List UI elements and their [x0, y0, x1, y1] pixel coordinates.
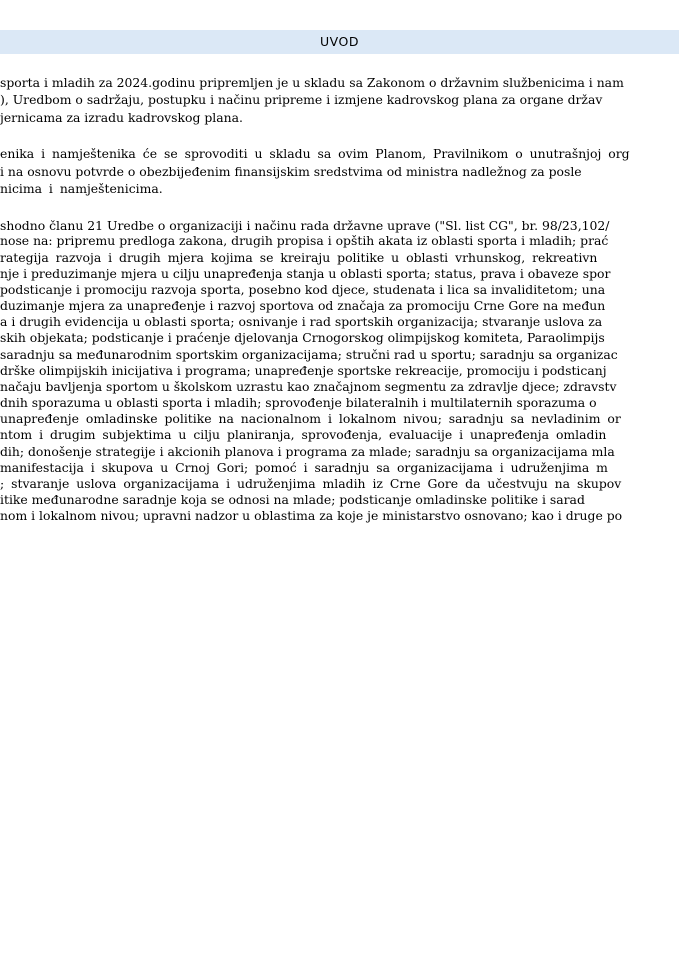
paragraph-3-line-5: podsticanje i promociju razvoja sporta, posebno kod djece, studenata i lica sa invaliditetom; una: [0, 282, 606, 297]
paragraph-3-line-3: rategija razvoja i drugih mjera kojima se kreiraju politike u oblasti vrhunskog, rekreativn: [0, 250, 598, 265]
paragraph-2-line-3: nicima i namještenicima.: [0, 181, 163, 196]
paragraph-1-line-1: sporta i mladih za 2024.godinu pripremljen je u skladu sa Zakonom o državnim službenicima i nam: [0, 75, 624, 90]
paragraph-3-line-12: dnih sporazuma u oblasti sporta i mladih; sprovođenje bilateralnih i multilaternih sporazuma o: [0, 395, 597, 410]
paragraph-3-line-7: a i drugih evidencija u oblasti sporta; osnivanje i rad sportskih organizacija; stvaranje uslova za: [0, 314, 603, 329]
paragraph-3-line-13: unapređenje omladinske politike na nacionalnom i lokalnom nivou; saradnju sa nevladinim or: [0, 411, 621, 426]
paragraph-2-line-1: enika i namještenika će se sprovoditi u skladu sa ovim Planom, Pravilnikom o unutrašnjoj org: [0, 146, 630, 161]
paragraph-3-line-1: shodno članu 21 Uredbe o organizaciji i načinu rada državne uprave ("Sl. list CG", br. 98/23,102/: [0, 218, 610, 233]
paragraph-3-line-11: načaju bavljenja sportom u školskom uzrastu kao značajnom segmentu za zdravlje djece; zdravstv: [0, 379, 617, 394]
paragraph-3-line-15: dih; donošenje strategije i akcionih planova i programa za mlade; saradnju sa organizacijama mla: [0, 444, 615, 459]
paragraph-3-line-10: drške olimpijskih inicijativa i programa; unapređenje sportske rekreacije, promociju i podsticanj: [0, 363, 607, 378]
paragraph-3-line-4: nje i preduzimanje mjera u cilju unapređenja stanja u oblasti sporta; status, prava i obaveze spor: [0, 266, 611, 281]
paragraph-1-line-3: jernicama za izradu kadrovskog plana.: [0, 110, 243, 125]
paragraph-3-line-18: itike međunarodne saradnje koja se odnosi na mlade; podsticanje omladinske politike i sarad: [0, 492, 585, 507]
paragraph-3-line-16: manifestacija i skupova u Crnoj Gori; pomoć i saradnju sa organizacijama i udruženjima m: [0, 460, 608, 475]
paragraph-3-line-6: duzimanje mjera za unapređenje i razvoj sportova od značaja za promociju Crne Gore na međun: [0, 298, 606, 313]
paragraph-2-line-2: i na osnovu potvrde o obezbijeđenim finansijskim sredstvima od ministra nadležnog za posle: [0, 164, 582, 179]
paragraph-3-line-14: ntom i drugim subjektima u cilju planiranja, sprovođenja, evaluacije i unapređenja omladin: [0, 427, 607, 442]
paragraph-3-line-9: saradnju sa međunarodnim sportskim organizacijama; stručni rad u sportu; saradnju sa organizac: [0, 347, 618, 362]
paragraph-1-line-2: ), Uredbom o sadržaju, postupku i načinu pripreme i izmjene kadrovskog plana za organe držav: [0, 92, 603, 107]
paragraph-3-line-2: nose na: pripremu predloga zakona, drugih propisa i opštih akata iz oblasti sporta i mladih; prać: [0, 233, 609, 248]
paragraph-3-line-17: ; stvaranje uslova organizacijama i udruženjima mladih iz Crne Gore da učestvuju na skupov: [0, 476, 622, 491]
paragraph-3-line-8: skih objekata; podsticanje i praćenje djelovanja Crnogorskog olimpijskog komiteta, Paraolimpijs: [0, 330, 605, 345]
section-title: UVOD: [320, 34, 359, 49]
paragraph-3-line-19: nom i lokalnom nivou; upravni nadzor u oblastima za koje je ministarstvo osnovano; kao i druge po: [0, 508, 623, 523]
